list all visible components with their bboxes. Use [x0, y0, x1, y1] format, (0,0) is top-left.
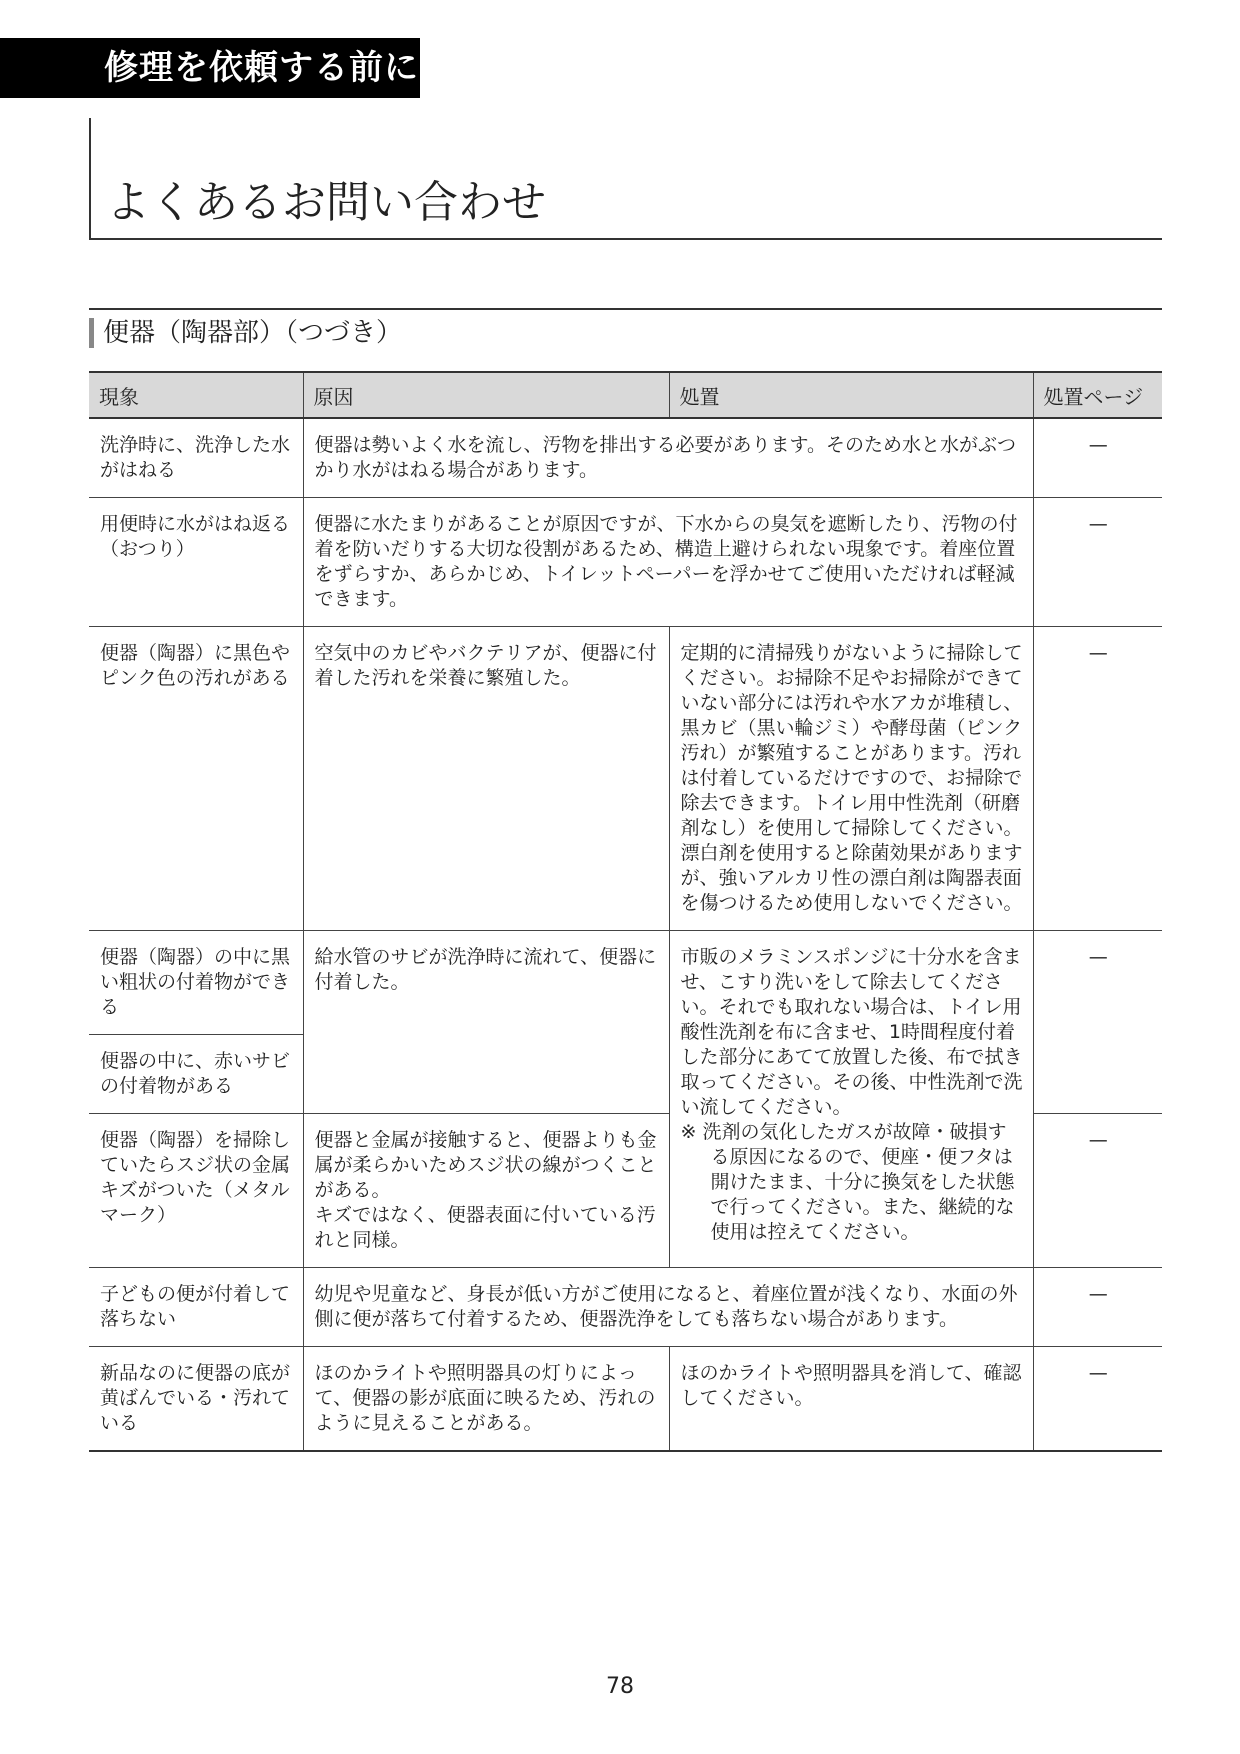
column-header-remedy: 処置	[669, 372, 1033, 418]
symptom-cell: 用便時に水がはね返る（おつり）	[89, 498, 303, 627]
table-row	[89, 627, 1162, 931]
column-header-symptom: 現象	[89, 372, 303, 418]
remedy-cell: ほのかライトや照明器具を消して、確認してください。	[669, 1347, 1033, 1452]
cause-text: 便器と金属が接触すると、便器よりも金属が柔らかいためスジ状の線がつくことがある。	[314, 1129, 657, 1201]
symptom-cell: 便器（陶器）に黒色やピンク色の汚れがある	[89, 627, 303, 931]
column-header-remedy-page: 処置ページ	[1033, 372, 1162, 418]
page-cell: —	[1033, 931, 1162, 1114]
cause-cell: 便器に水たまりがあることが原因ですが、下水からの臭気を遮断したり、汚物の付着を防いだりする大切な役割があるため、構造上避けられない現象です。着座位置をずらすか、あらかじめ、トイレットペーパーを浮かせてご使用いただければ軽減できます。	[303, 498, 1033, 627]
page-number: 78	[606, 1674, 634, 1699]
table-row	[89, 931, 1162, 1035]
table-row	[89, 498, 1162, 627]
section-title: 便器（陶器部）（つづき）	[103, 318, 403, 348]
cause-cell: 給水管のサビが洗浄時に流れて、便器に付着した。	[303, 931, 669, 1114]
cause-extra-text: キズではなく、便器表面に付いている汚れと同様。	[314, 1204, 656, 1251]
section-marker	[89, 318, 94, 348]
remedy-text: 市販のメラミンスポンジに十分水を含ませ、こすり洗いをして除去してください。それでも取れない場合は、トイレ用酸性洗剤を布に含ませ、1時間程度付着した部分にあてて放置した後、布で拭き取ってください。その後、中性洗剤で洗い流してください。	[680, 946, 1023, 1118]
title-underline	[89, 238, 1162, 240]
cause-cell: 幼児や児童など、身長が低い方がご使用になると、着座位置が浅くなり、水面の外側に便が落ちて付着するため、便器洗浄をしても落ちない場合があります。	[303, 1268, 1033, 1347]
section-top-rule	[89, 308, 1162, 310]
title-vertical-rule	[89, 118, 91, 240]
page-cell: —	[1033, 1268, 1162, 1347]
remedy-note: ※ 洗剤の気化したガスが故障・破損する原因になるので、便座・便フタは開けたまま、十分に換気をした状態で行ってください。また、継続的な使用は控えてください。	[680, 1121, 1015, 1243]
chapter-banner: 修理を依頼する前に	[0, 38, 420, 98]
page-cell: —	[1033, 1347, 1162, 1452]
symptom-cell: 便器（陶器）の中に黒い粗状の付着物ができる	[89, 931, 303, 1035]
page-cell: —	[1033, 498, 1162, 627]
remedy-cell	[669, 931, 1033, 1268]
symptom-cell: 便器の中に、赤いサビの付着物がある	[89, 1035, 303, 1114]
table-row	[89, 1347, 1162, 1452]
page-cell: —	[1033, 627, 1162, 931]
symptom-cell: 洗浄時に、洗浄した水がはねる	[89, 418, 303, 498]
cause-cell: ほのかライトや照明器具の灯りによって、便器の影が底面に映るため、汚れのように見えることがある。	[303, 1347, 669, 1452]
page-title: よくあるお問い合わせ	[106, 177, 546, 228]
cause-cell: 空気中のカビやバクテリアが、便器に付着した汚れを栄養に繁殖した。	[303, 627, 669, 931]
table-row	[89, 418, 1162, 498]
page-cell: —	[1033, 1114, 1162, 1268]
cause-cell	[303, 1114, 669, 1268]
table-header-row	[89, 372, 1162, 418]
page-cell: —	[1033, 418, 1162, 498]
faq-table	[89, 371, 1162, 1452]
symptom-cell: 子どもの便が付着して落ちない	[89, 1268, 303, 1347]
cause-cell: 便器は勢いよく水を流し、汚物を排出する必要があります。そのため水と水がぶつかり水がはねる場合があります。	[303, 418, 1033, 498]
remedy-cell: 定期的に清掃残りがないように掃除してください。お掃除不足やお掃除ができていない部分には汚れや水アカが堆積し、黒カビ（黒い輪ジミ）や酵母菌（ピンク汚れ）が繁殖することがあります。汚れは付着しているだけですので、お掃除で除去できます。トイレ用中性洗剤（研磨剤なし）を使用して掃除してください。漂白剤を使用すると除菌効果がありますが、強いアルカリ性の漂白剤は陶器表面を傷つけるため使用しないでください。	[669, 627, 1033, 931]
symptom-cell: 新品なのに便器の底が黄ばんでいる・汚れている	[89, 1347, 303, 1452]
symptom-cell: 便器（陶器）を掃除していたらスジ状の金属キズがついた（メタルマーク）	[89, 1114, 303, 1268]
column-header-cause: 原因	[303, 372, 669, 418]
table-row	[89, 1268, 1162, 1347]
